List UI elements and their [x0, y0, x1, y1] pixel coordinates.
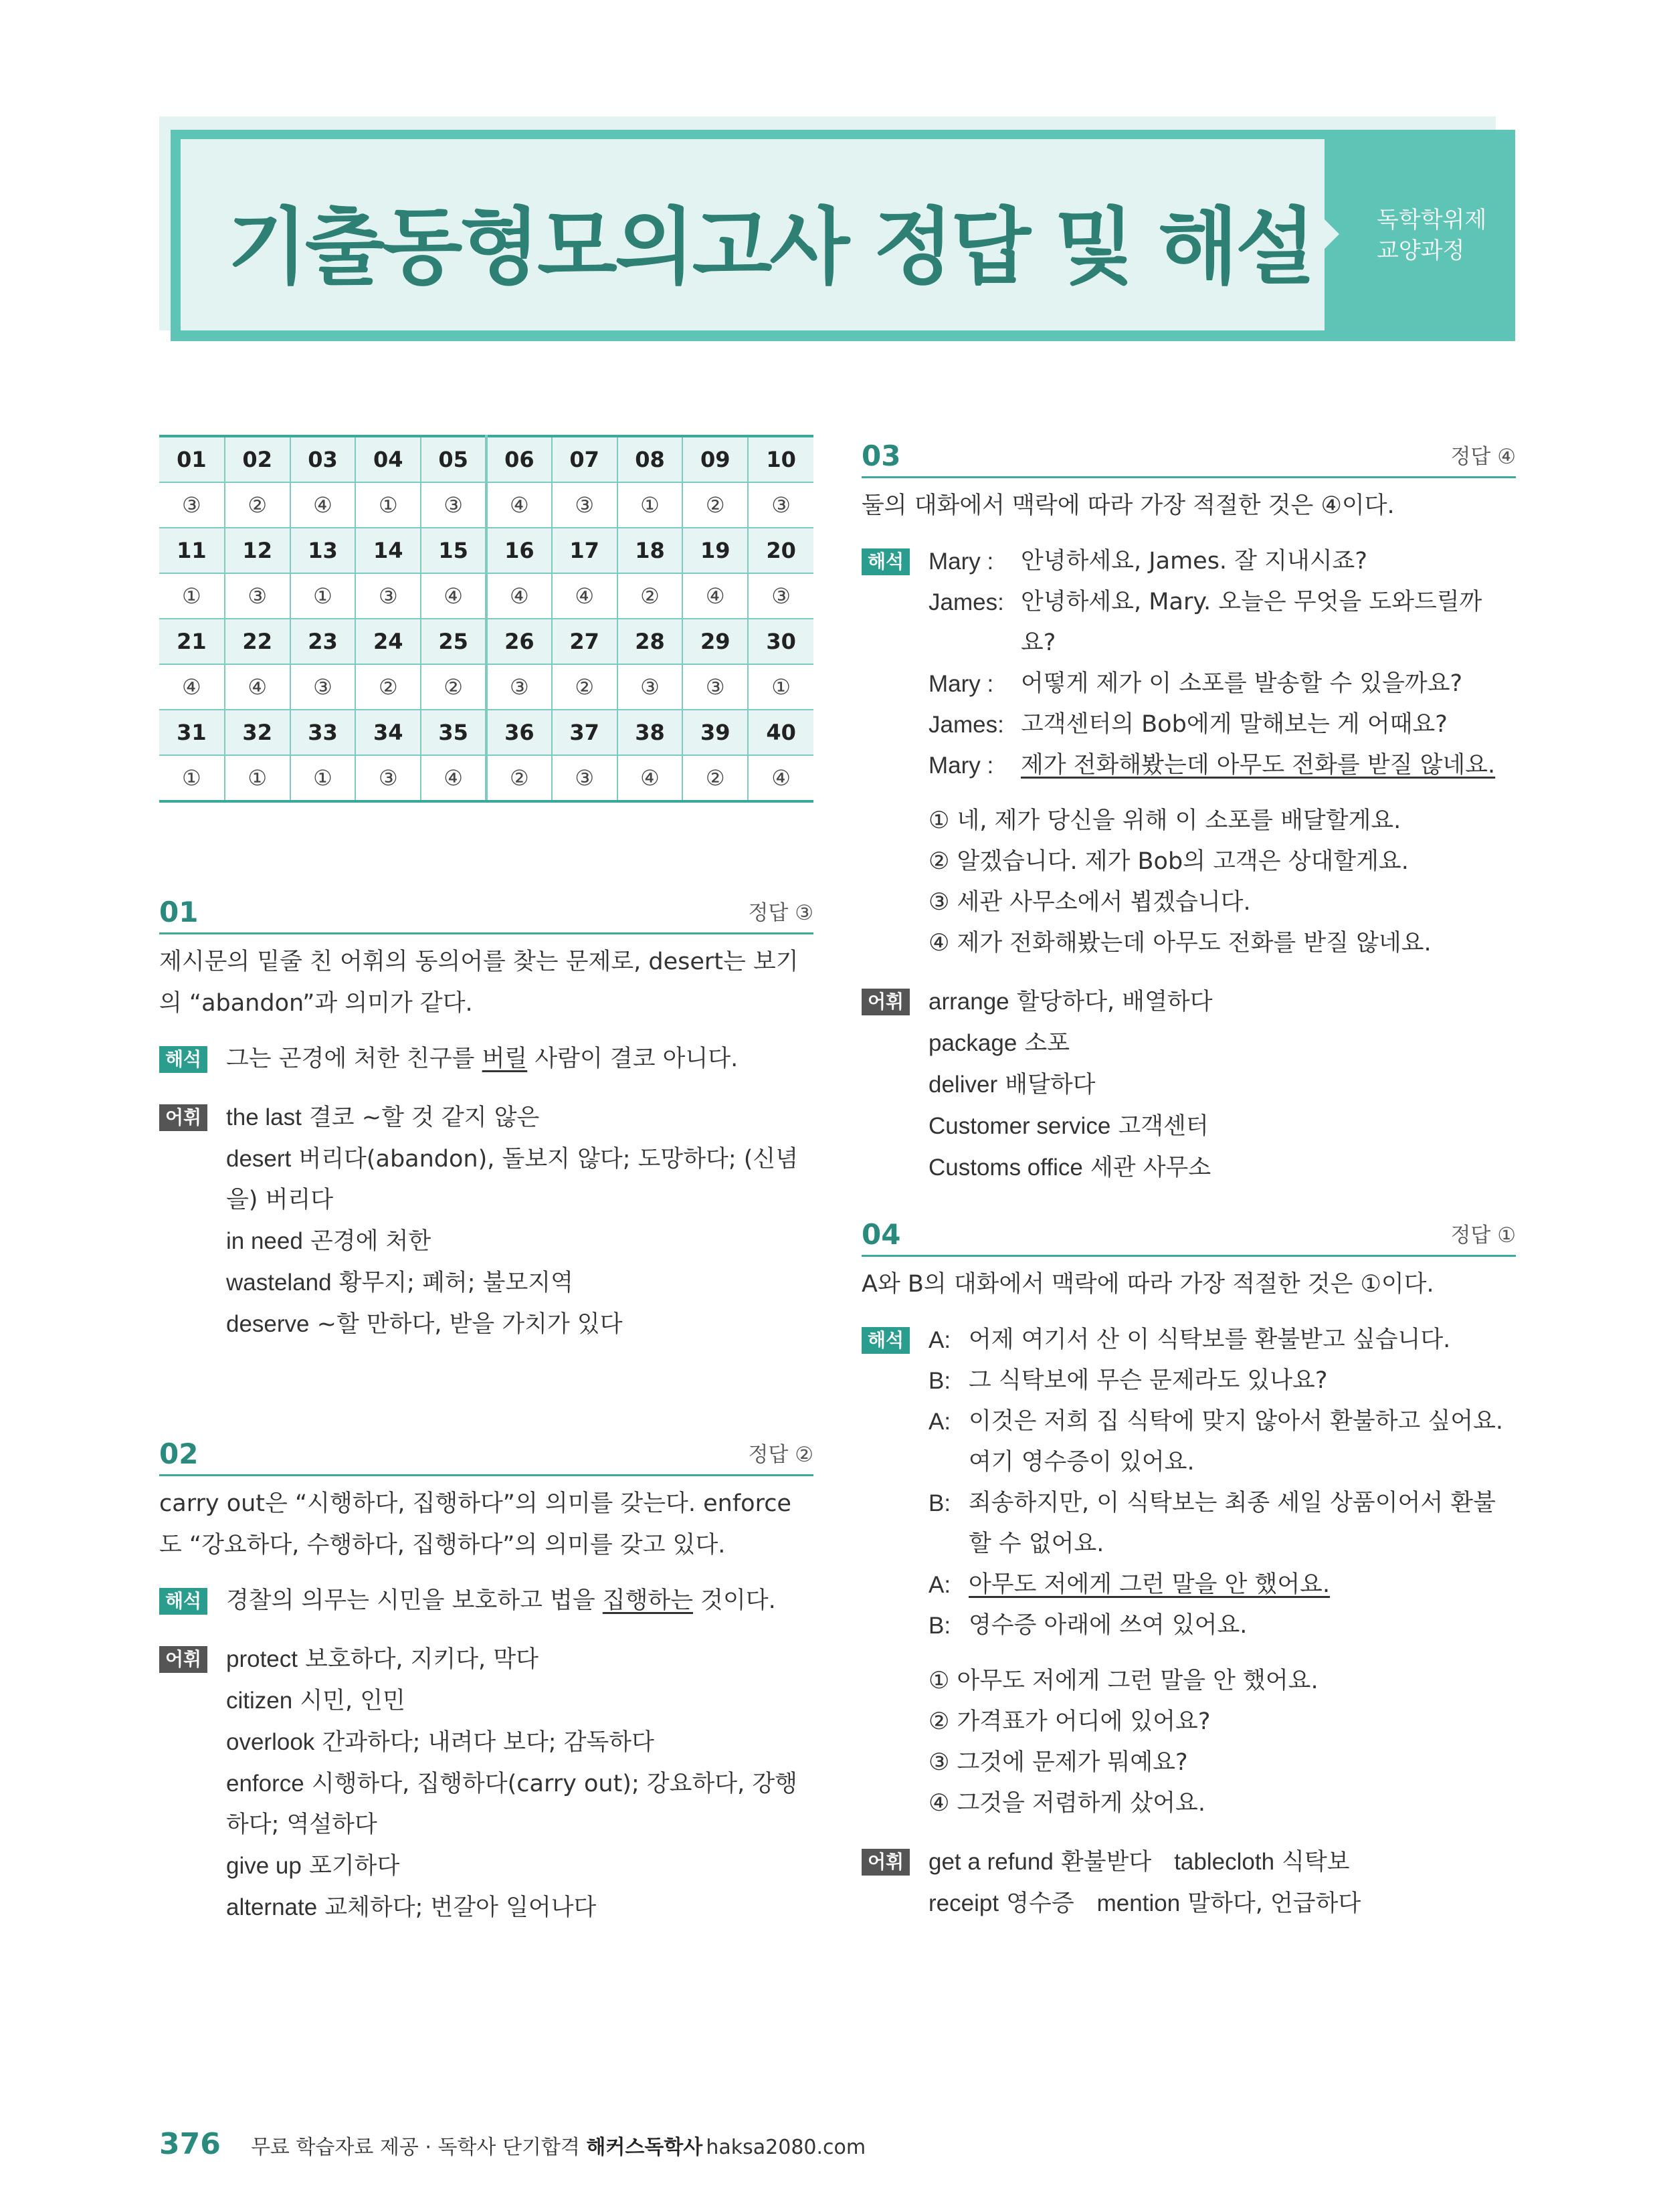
vocab-row [862, 981, 1516, 1189]
speaker: Mary : [929, 548, 994, 575]
grid-answer-cell: ③ [552, 482, 617, 528]
answer-label: 정답 ② [748, 1443, 813, 1467]
grid-answer-cell: ① [748, 664, 813, 710]
question-03 [862, 437, 1516, 1189]
vocab-item [929, 981, 1516, 1023]
grid-number-cell: 27 [552, 619, 617, 664]
grid-number-cell: 06 [486, 436, 552, 482]
vocab-list [929, 981, 1516, 1189]
translation-tag: 해석 [159, 1588, 207, 1615]
vocab-item [226, 1262, 813, 1304]
grid-number-cell: 14 [355, 528, 421, 573]
translation-tag: 해석 [159, 1046, 207, 1073]
answer-option: ③ 세관 사무소에서 뵙겠습니다. [929, 889, 1251, 916]
vocab-meaning: 배달하다 [1005, 1072, 1096, 1098]
vocab-word: desert [226, 1146, 292, 1172]
dialogue-text: 제가 전화해봤는데 아무도 전화를 받질 않네요. [1021, 752, 1496, 779]
vocab-meaning: 보호하다, 지키다, 막다 [305, 1646, 539, 1673]
vocab-word: alternate [226, 1894, 318, 1920]
dialogue-text: 죄송하지만, 이 식탁보는 최종 세일 상품이어서 환불할 수 없어요. [969, 1490, 1496, 1557]
grid-number-cell: 09 [682, 436, 748, 482]
vocab-tag: 어휘 [159, 1104, 207, 1131]
vocab-word: package [929, 1030, 1017, 1056]
speaker: James: [929, 589, 1004, 615]
vocab-tag: 어휘 [159, 1646, 207, 1673]
section-header [159, 1435, 813, 1476]
vocab-meaning: 시행하다, 집행하다(carry out); 강요하다, 강행하다; 역설하다 [226, 1771, 797, 1838]
answer-option: ② 알겠습니다. 제가 Bob의 고객은 상대할게요. [929, 848, 1409, 875]
speaker: James: [929, 712, 1004, 738]
grid-answer-cell: ② [355, 664, 421, 710]
vocab-word: the last [226, 1104, 302, 1130]
dialogue-text: 그 식탁보에 무슨 문제라도 있나요? [969, 1367, 1328, 1394]
vocab-meaning: 고객센터 [1118, 1113, 1209, 1140]
grid-number-cell: 24 [355, 619, 421, 664]
vocab-row [862, 1841, 1516, 1924]
vocab-item [226, 1304, 813, 1345]
vocab-word: citizen [226, 1688, 293, 1714]
grid-number-cell: 22 [225, 619, 290, 664]
grid-answer-cell: ② [682, 755, 748, 801]
grid-answer-cell: ③ [682, 664, 748, 710]
vocab-meaning: 말하다, 언급하다 [1187, 1890, 1361, 1917]
explanation-text: A와 B의 대화에서 맥락에 따라 가장 적절한 것은 ①이다. [862, 1271, 1434, 1298]
grid-answer-cell: ② [225, 482, 290, 528]
grid-answer-cell: ③ [748, 482, 813, 528]
vocab-meaning: 할당하다, 배열하다 [1016, 989, 1213, 1015]
footer-brand: 해커스독학사 [586, 2136, 703, 2159]
vocab-item [226, 1887, 813, 1928]
grid-answer-cell: ② [486, 755, 552, 801]
grid-answer-cell: ④ [486, 573, 552, 619]
grid-answer-cell: ① [159, 573, 225, 619]
vocab-item [226, 1138, 813, 1221]
vocab-word: receipt [929, 1890, 999, 1916]
speaker: A: [929, 1409, 951, 1435]
vocab-word: get a refund [929, 1849, 1054, 1875]
side-label-line: 독학학위제 [1377, 207, 1487, 233]
dialogue-text: 고객센터의 Bob에게 말해보는 게 어때요? [1021, 711, 1448, 738]
translation-text: 그는 곤경에 처한 친구를 버릴 사람이 결코 아니다. [226, 1045, 739, 1072]
grid-answer-cell: ④ [617, 755, 683, 801]
question-number: 02 [159, 1437, 199, 1470]
answer-label: 정답 ④ [1450, 445, 1516, 469]
dialogue-line [929, 1483, 1516, 1565]
grid-answer-cell: ③ [290, 664, 356, 710]
dialogue-text: 이것은 저희 집 식탁에 맞지 않아서 환불하고 싶어요. 여기 영수증이 있어요. [969, 1408, 1504, 1476]
vocab-word: Customer service [929, 1113, 1111, 1139]
grid-answer-cell: ③ [748, 573, 813, 619]
page-number: 376 [159, 2127, 221, 2161]
grid-answer-cell: ③ [486, 664, 552, 710]
dialogue-line [929, 1401, 1516, 1483]
grid-number-row [159, 528, 813, 573]
grid-answer-cell: ① [617, 482, 683, 528]
vocab-meaning: 교체하다; 번갈아 일어나다 [324, 1894, 597, 1921]
vocab-row [159, 1639, 813, 1928]
translation-text: 경찰의 의무는 시민을 보호하고 법을 집행하는 것이다. [226, 1587, 776, 1614]
grid-number-cell: 25 [421, 619, 486, 664]
page-title: 기출동형모의고사 정답 및 해설 [227, 199, 1313, 296]
dialogue-line [929, 541, 1516, 582]
vocab-item [226, 1845, 813, 1887]
vocab-item [226, 1097, 813, 1138]
vocab-item [226, 1680, 813, 1722]
answer-option: ② 가격표가 어디에 있어요? [929, 1708, 1211, 1735]
header-arrow [1325, 219, 1339, 249]
side-label-line: 교양과정 [1377, 237, 1465, 264]
grid-answer-cell: ④ [748, 755, 813, 801]
vocab-item [226, 1639, 813, 1680]
vocab-item [929, 1147, 1516, 1189]
grid-number-cell: 26 [486, 619, 552, 664]
grid-number-cell: 10 [748, 436, 813, 482]
grid-number-cell: 20 [748, 528, 813, 573]
vocab-meaning: 세관 사무소 [1090, 1154, 1211, 1181]
grid-number-row [159, 619, 813, 664]
vocab-meaning: 곤경에 처한 [310, 1228, 431, 1255]
grid-number-cell: 07 [552, 436, 617, 482]
grid-number-cell: 30 [748, 619, 813, 664]
question-02 [159, 1435, 813, 1928]
grid-answer-cell: ③ [552, 755, 617, 801]
vocab-meaning: 결코 ~할 것 같지 않은 [309, 1104, 540, 1131]
grid-number-cell: 23 [290, 619, 356, 664]
dialogue-line [929, 1605, 1516, 1646]
dialogue-line [929, 1361, 1516, 1401]
explanation-text: 제시문의 밑줄 친 어휘의 동의어를 찾는 문제로, desert는 보기의 “abandon”과 의미가 같다. [159, 948, 799, 1017]
grid-answer-cell: ④ [682, 573, 748, 619]
options-list [929, 1661, 1516, 1824]
vocab-meaning: 식탁보 [1282, 1849, 1350, 1876]
vocab-item [226, 1221, 813, 1262]
vocab-item [226, 1763, 813, 1845]
grid-number-cell: 35 [421, 710, 486, 755]
grid-number-cell: 37 [552, 710, 617, 755]
answer-label: 정답 ① [1450, 1223, 1516, 1247]
vocab-meaning: ~할 만하다, 받을 가치가 있다 [316, 1311, 623, 1338]
grid-answer-cell: ① [159, 755, 225, 801]
grid-number-cell: 05 [421, 436, 486, 482]
vocab-word: give up [226, 1853, 302, 1879]
vocab-word: enforce [226, 1771, 304, 1797]
vocab-meaning: 영수증 [1006, 1890, 1074, 1917]
dialogue-line [929, 1320, 1516, 1361]
vocab-meaning: 소포 [1024, 1030, 1070, 1057]
grid-answer-cell: ① [290, 755, 356, 801]
vocab-meaning: 황무지; 폐허; 불모지역 [338, 1270, 573, 1296]
grid-number-cell: 31 [159, 710, 225, 755]
vocab-list [226, 1097, 813, 1345]
vocab-list [226, 1639, 813, 1928]
grid-answer-cell: ④ [421, 755, 486, 801]
vocab-word: wasteland [226, 1270, 332, 1296]
header-side-label [1377, 205, 1486, 266]
grid-answer-cell: ③ [421, 482, 486, 528]
answer-option: ① 아무도 저에게 그런 말을 안 했어요. [929, 1668, 1319, 1694]
options-list [929, 801, 1516, 964]
grid-number-cell: 15 [421, 528, 486, 573]
vocab-meaning: 간과하다; 내려다 보다; 감독하다 [322, 1729, 654, 1756]
vocab-item [929, 1841, 1516, 1883]
vocab-item [226, 1722, 813, 1763]
vocab-word: mention [1096, 1890, 1181, 1916]
footer-url: haksa2080.com [706, 2136, 866, 2159]
grid-number-row [159, 436, 813, 482]
grid-number-cell: 18 [617, 528, 683, 573]
dialogue-text: 안녕하세요, James. 잘 지내시죠? [1021, 548, 1367, 575]
question-number: 04 [862, 1218, 901, 1251]
grid-number-cell: 34 [355, 710, 421, 755]
vocab-word: in need [226, 1228, 303, 1254]
grid-number-cell: 39 [682, 710, 748, 755]
speaker: B: [929, 1490, 951, 1516]
grid-number-cell: 29 [682, 619, 748, 664]
dialogue-text: 영수증 아래에 쓰여 있어요. [969, 1612, 1248, 1639]
grid-number-cell: 38 [617, 710, 683, 755]
dialogue-line [929, 582, 1516, 664]
grid-answer-row [159, 664, 813, 710]
grid-answer-cell: ③ [355, 573, 421, 619]
vocab-meaning: 시민, 인민 [300, 1688, 405, 1714]
grid-answer-row [159, 482, 813, 528]
vocab-word: arrange [929, 989, 1009, 1015]
vocab-word: Customs office [929, 1154, 1083, 1181]
dialogue-text: 어제 여기서 산 이 식탁보를 환불받고 싶습니다. [969, 1326, 1451, 1353]
grid-answer-cell: ③ [617, 664, 683, 710]
vocab-meaning: 포기하다 [309, 1853, 400, 1880]
answer-option: ④ 제가 전화해봤는데 아무도 전화를 받질 않네요. [929, 930, 1432, 957]
dialogue-line [929, 1565, 1516, 1605]
speaker: Mary : [929, 671, 994, 697]
answer-label: 정답 ③ [748, 901, 813, 925]
vocab-item [929, 1106, 1516, 1147]
grid-number-cell: 19 [682, 528, 748, 573]
vocab-row [159, 1097, 813, 1345]
question-04 [862, 1216, 1516, 1924]
question-number: 03 [862, 439, 901, 472]
vocab-item [929, 1883, 1516, 1924]
page-footer [159, 2127, 866, 2161]
grid-answer-cell: ② [617, 573, 683, 619]
question-01 [159, 894, 813, 1345]
translation-row [862, 541, 1516, 786]
dialogue-line [929, 745, 1516, 786]
grid-answer-cell: ④ [159, 664, 225, 710]
vocab-word: protect [226, 1646, 298, 1672]
translation-row [862, 1320, 1516, 1646]
grid-number-cell: 02 [225, 436, 290, 482]
vocab-meaning: 버리다(abandon), 돌보지 않다; 도망하다; (신념을) 버리다 [226, 1146, 799, 1213]
translation-tag: 해석 [862, 1327, 910, 1354]
answer-option: ④ 그것을 저렴하게 샀어요. [929, 1790, 1205, 1817]
dialogue-text: 아무도 저에게 그런 말을 안 했어요. [969, 1571, 1331, 1598]
grid-number-cell: 03 [290, 436, 356, 482]
grid-number-cell: 12 [225, 528, 290, 573]
section-header [862, 1216, 1516, 1257]
grid-answer-cell: ③ [159, 482, 225, 528]
vocab-word: overlook [226, 1729, 315, 1755]
grid-number-cell: 32 [225, 710, 290, 755]
dialogue-text: 안녕하세요, Mary. 오늘은 무엇을 도와드릴까요? [1021, 589, 1482, 656]
grid-answer-cell: ① [225, 755, 290, 801]
explanation-text: 둘의 대화에서 맥락에 따라 가장 적절한 것은 ④이다. [862, 492, 1395, 519]
vocab-meaning: 환불받다 [1060, 1849, 1152, 1876]
grid-number-cell: 01 [159, 436, 225, 482]
dialogue [929, 541, 1516, 786]
grid-number-cell: 36 [486, 710, 552, 755]
grid-answer-row [159, 573, 813, 619]
vocab-item [929, 1064, 1516, 1106]
grid-answer-cell: ① [355, 482, 421, 528]
grid-number-cell: 13 [290, 528, 356, 573]
grid-answer-cell: ④ [552, 573, 617, 619]
grid-answer-cell: ④ [225, 664, 290, 710]
grid-answer-cell: ② [682, 482, 748, 528]
grid-answer-cell: ② [421, 664, 486, 710]
speaker: A: [929, 1572, 951, 1598]
grid-number-cell: 40 [748, 710, 813, 755]
answer-grid [159, 435, 813, 803]
grid-number-cell: 33 [290, 710, 356, 755]
dialogue-line [929, 664, 1516, 704]
speaker: B: [929, 1613, 951, 1639]
grid-number-cell: 08 [617, 436, 683, 482]
grid-answer-cell: ④ [486, 482, 552, 528]
section-header [862, 437, 1516, 478]
explanation-text: carry out은 “시행하다, 집행하다”의 의미를 갖는다. enforce도 “강요하다, 수행하다, 집행하다”의 의미를 갖고 있다. [159, 1490, 791, 1559]
grid-answer-cell: ④ [290, 482, 356, 528]
grid-answer-cell: ① [290, 573, 356, 619]
grid-number-cell: 16 [486, 528, 552, 573]
grid-number-row [159, 710, 813, 755]
dialogue [929, 1320, 1516, 1646]
grid-answer-cell: ③ [355, 755, 421, 801]
vocab-list [929, 1841, 1516, 1924]
grid-answer-cell: ② [552, 664, 617, 710]
vocab-tag: 어휘 [862, 1849, 910, 1876]
answer-option: ① 네, 제가 당신을 위해 이 소포를 배달할게요. [929, 807, 1401, 834]
vocab-item [929, 1023, 1516, 1064]
answer-option: ③ 그것에 문제가 뭐예요? [929, 1749, 1188, 1776]
speaker: B: [929, 1368, 951, 1394]
translation-row [159, 1039, 813, 1080]
vocab-word: deserve [226, 1311, 310, 1337]
grid-number-cell: 28 [617, 619, 683, 664]
footer-text: 무료 학습자료 제공 · 독학사 단기합격 [250, 2136, 587, 2159]
speaker: Mary : [929, 752, 994, 779]
section-header [159, 894, 813, 934]
speaker: A: [929, 1327, 951, 1353]
grid-number-cell: 04 [355, 436, 421, 482]
translation-tag: 해석 [862, 548, 910, 575]
dialogue-text: 어떻게 제가 이 소포를 발송할 수 있을까요? [1021, 670, 1463, 697]
vocab-word: deliver [929, 1072, 998, 1098]
grid-answer-cell: ③ [225, 573, 290, 619]
question-number: 01 [159, 896, 199, 928]
vocab-tag: 어휘 [862, 989, 910, 1015]
dialogue-line [929, 704, 1516, 745]
grid-answer-row [159, 755, 813, 801]
vocab-word: tablecloth [1174, 1849, 1275, 1875]
grid-answer-cell: ④ [421, 573, 486, 619]
grid-number-cell: 17 [552, 528, 617, 573]
grid-number-cell: 21 [159, 619, 225, 664]
translation-row [159, 1581, 813, 1621]
grid-number-cell: 11 [159, 528, 225, 573]
